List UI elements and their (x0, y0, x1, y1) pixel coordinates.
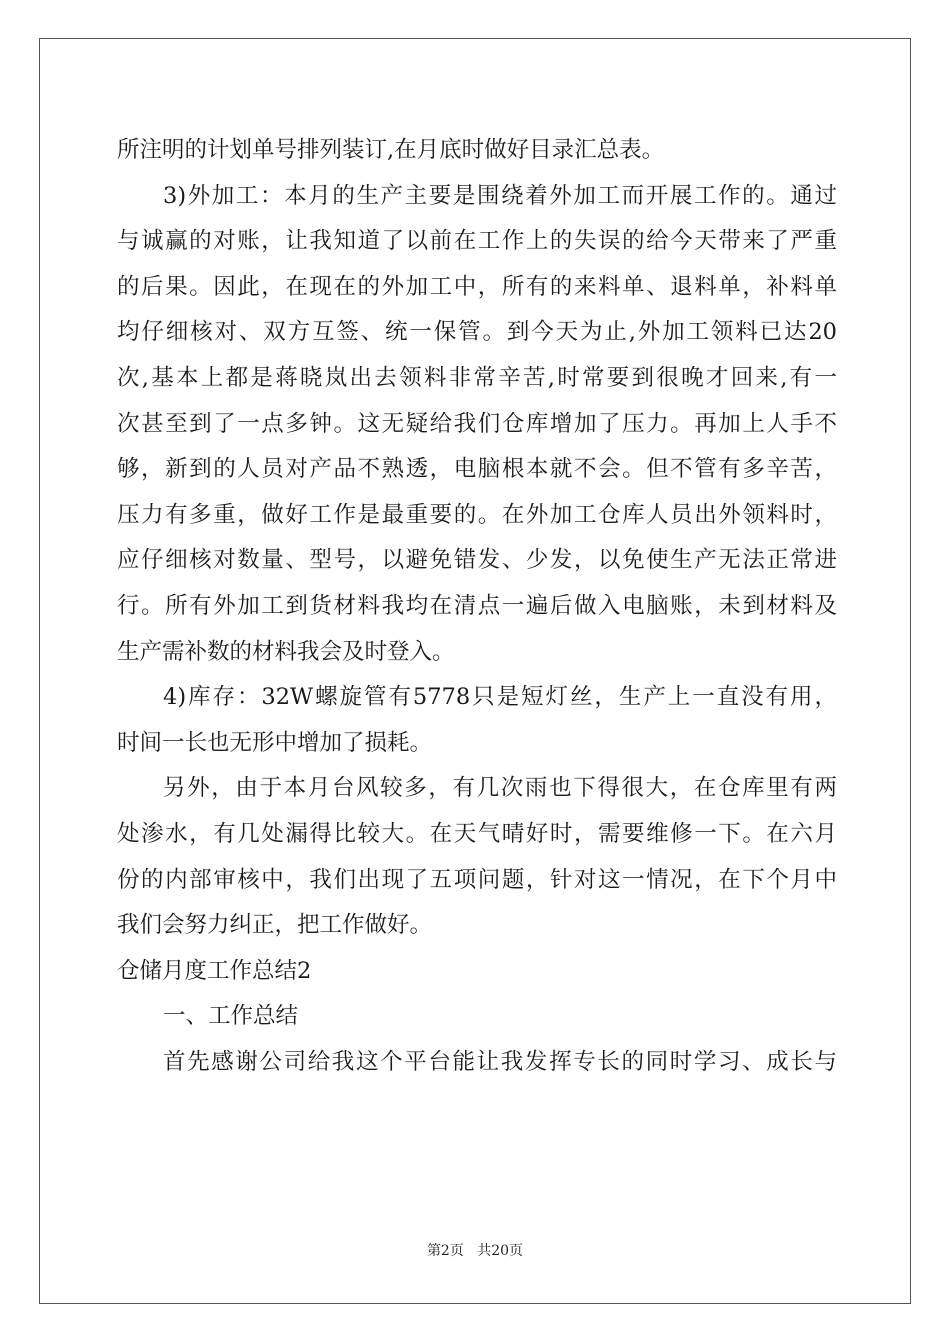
text-line: 时间一长也无形中增加了损耗。 (117, 729, 433, 756)
text-line: 首先感谢公司给我这个平台能让我发挥专长的同时学习、成长与 (163, 1048, 837, 1075)
text-line: 行。所有外加工到货材料我均在清点一遍后做入电脑账，未到材料及 (117, 592, 837, 619)
text-line: 我们会努力纠正，把工作做好。 (117, 912, 433, 939)
text-line: 次,基本上都是蒋晓岚出去领料非常辛苦,时常要到很晚才回来,有一 (117, 364, 837, 391)
text-line: 应仔细核对数量、型号，以避免错发、少发，以免使生产无法正常进 (117, 547, 837, 574)
text-line: 生产需补数的材料我会及时登入。 (117, 638, 455, 665)
text-line: 4)库存：32W螺旋管有5778只是短灯丝，生产上一直没有用， (163, 684, 837, 711)
text-line: 一、工作总结 (163, 1003, 299, 1030)
text-line: 压力有多重，做好工作是最重要的。在外加工仓库人员出外领料时， (117, 501, 837, 528)
text-line: 份的内部审核中，我们出现了五项问题，针对这一情况，在下个月中 (117, 866, 837, 893)
current-page-label: 第2页 (426, 1243, 464, 1259)
text-line: 3)外加工：本月的生产主要是围绕着外加工而开展工作的。通过 (163, 182, 837, 209)
text-line: 处渗水，有几处漏得比较大。在天气晴好时，需要维修一下。在六月 (117, 820, 837, 847)
text-line: 均仔细核对、双方互签、统一保管。到今天为止,外加工领料已达20 (117, 319, 837, 346)
document-body (117, 128, 837, 1085)
text-line: 与诚赢的对账，让我知道了以前在工作上的失误的给今天带来了严重 (117, 228, 837, 255)
text-line: 所注明的计划单号排列装订,在月底时做好目录汇总表。 (117, 137, 665, 163)
page-footer (0, 1240, 950, 1260)
text-line: 另外，由于本月台风较多，有几次雨也下得很大，在仓库里有两 (163, 775, 837, 802)
text-line: 的后果。因此，在现在的外加工中，所有的来料单、退料单，补料单 (117, 273, 837, 300)
text-line: 次甚至到了一点多钟。这无疑给我们仓库增加了压力。再加上人手不 (117, 410, 837, 437)
text-line: 仓储月度工作总结2 (117, 957, 312, 984)
total-pages-label: 共20页 (477, 1243, 524, 1259)
text-line: 够，新到的人员对产品不熟透，电脑根本就不会。但不管有多辛苦， (117, 456, 837, 483)
footer-spacer (464, 1243, 477, 1259)
